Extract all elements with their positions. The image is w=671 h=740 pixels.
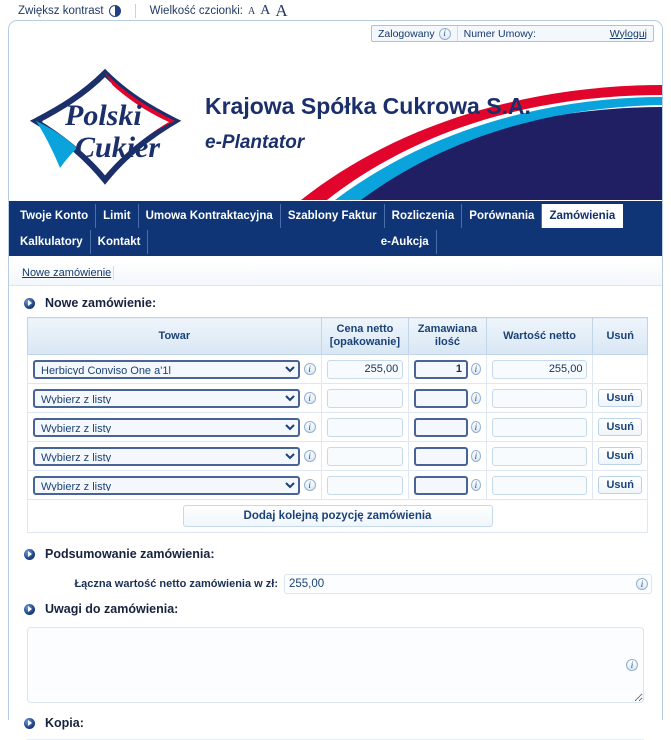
info-icon[interactable]: i [626,659,638,671]
cell-cena [321,413,409,442]
line-total-input[interactable] [492,476,588,495]
table-row [28,384,648,413]
cell-usun [593,442,648,471]
header-cena-line1: Cena netto [336,323,394,335]
info-icon[interactable]: i [471,392,481,404]
nav-tab-e-aukcja[interactable]: e-Aukcja [374,230,437,254]
login-status-label: Zalogowany [378,27,435,40]
table-header-row [28,318,648,355]
masthead [9,45,662,200]
nav-tab-kontakt[interactable]: Kontakt [91,230,149,254]
delete-row-button[interactable]: Usuń [598,418,642,436]
cell-usun [593,413,648,442]
product-select[interactable] [33,418,300,437]
unit-price-input[interactable] [327,389,404,408]
breadcrumb-nowe-zamowienie[interactable]: Nowe zamówienie [22,267,112,279]
header-ilosc-line1: Zamawiana [417,323,478,335]
section-header-copy [9,708,662,737]
cell-towar [28,471,322,500]
cell-ilosc [409,355,486,384]
info-icon[interactable]: i [304,363,316,375]
section-title-copy: Kopia: [45,716,84,730]
bullet-arrow-icon [24,604,35,615]
cell-towar [28,442,322,471]
nav-tab-zam-wienia[interactable]: Zamówienia [542,204,623,228]
delete-row-button[interactable]: Usuń [598,447,642,465]
quantity-input[interactable] [414,447,468,466]
cell-cena [321,384,409,413]
font-size-large-button[interactable]: A [275,1,288,20]
font-size-small-button[interactable]: A [247,5,256,17]
contrast-icon [109,5,121,17]
font-size-control [150,1,302,21]
summary-total-input[interactable] [284,574,652,594]
logout-cell [604,26,653,41]
table-row [28,442,648,471]
logo-text-cukier: Cukier [75,131,161,164]
quantity-input[interactable] [414,360,468,379]
section-title-notes: Uwagi do zamówienia: [45,602,179,616]
header-cena [321,318,409,355]
unit-price-input[interactable] [327,476,404,495]
summary-total-label: Łączna wartość netto zamówienia w zł: [74,578,278,590]
bullet-arrow-icon [24,298,35,309]
header-usun: Usuń [593,318,648,355]
cell-towar [28,355,322,384]
section-header-order [9,286,662,317]
bullet-arrow-icon [24,718,35,729]
breadcrumb-bar [9,262,662,286]
font-size-medium-button[interactable]: A [260,3,271,18]
toolbar-divider [135,4,136,18]
header-ilosc [409,318,486,355]
unit-price-input[interactable] [327,418,404,437]
contract-number-label: Numer Umowy: [463,27,536,40]
section-header-summary [9,533,662,568]
contrast-label: Zwiększ kontrast [18,5,104,17]
section-title-summary: Podsumowanie zamówienia: [45,547,215,561]
nav-tab-kalkulatory[interactable]: Kalkulatory [13,230,91,254]
info-icon[interactable]: i [471,479,481,491]
unit-price-input[interactable] [327,447,404,466]
page-content [9,286,662,740]
app-subtitle: e-Plantator [205,132,305,153]
nav-row-filler [148,230,373,256]
header-ilosc-line2: ilość [434,336,460,348]
order-items-table [27,317,648,533]
cell-usun [593,384,648,413]
increase-contrast-button[interactable] [18,5,135,17]
login-status [372,26,457,41]
nav-tab-rozliczenia[interactable]: Rozliczenia [385,204,463,228]
cell-cena [321,471,409,500]
product-select[interactable] [33,389,300,408]
info-icon[interactable]: i [471,363,481,375]
logout-link[interactable]: Wyloguj [609,27,647,40]
line-total-input[interactable] [492,389,588,408]
nav-tab-umowa-kontraktacyjna[interactable]: Umowa Kontraktacyjna [139,204,281,228]
add-row-cell [28,500,648,533]
order-notes-textarea[interactable] [27,627,644,703]
quantity-input[interactable] [414,418,468,437]
info-icon[interactable]: i [471,450,481,462]
cell-usun [593,471,648,500]
info-icon[interactable]: i [439,28,451,40]
nav-tab-row [13,204,662,256]
contract-number [458,26,604,41]
unit-price-input[interactable] [327,360,404,379]
line-total-input[interactable] [492,360,588,379]
table-row [28,471,648,500]
product-select[interactable] [33,447,300,466]
header-towar: Towar [28,318,322,355]
cell-towar [28,384,322,413]
session-bar [371,25,654,42]
cell-ilosc [409,384,486,413]
cell-usun [593,355,648,384]
accessibility-toolbar [0,0,671,22]
breadcrumb-divider [113,266,114,280]
info-icon[interactable]: i [636,578,648,590]
cell-ilosc [409,442,486,471]
section-title-order: Nowe zamówienie: [45,296,157,310]
section-header-notes [9,598,662,623]
company-title: Krajowa Spółka Cukrowa S.A. [205,93,531,119]
summary-total-row [9,568,662,598]
info-icon[interactable]: i [304,450,316,462]
cell-towar [28,413,322,442]
info-icon[interactable]: i [304,392,316,404]
line-total-input[interactable] [492,447,588,466]
app-shell [8,20,663,730]
main-navigation [9,201,662,256]
table-row [28,413,648,442]
font-size-label: Wielkość czcionki: [149,5,243,17]
order-items-body [28,355,648,500]
summary-total-field-wrap [284,574,652,594]
info-icon[interactable]: i [304,479,316,491]
cell-cena [321,442,409,471]
table-footer-row [28,500,648,533]
line-total-input[interactable] [492,418,588,437]
bullet-arrow-icon [24,549,35,560]
add-order-item-button[interactable]: Dodaj kolejną pozycję zamówienia [183,505,493,527]
cell-wartosc [486,413,593,442]
info-icon[interactable]: i [471,421,481,433]
cell-ilosc [409,471,486,500]
table-row [28,355,648,384]
cell-wartosc [486,471,593,500]
info-icon[interactable]: i [304,421,316,433]
polski-cukier-logo [31,69,181,184]
header-cena-line2: [opakowanie] [329,336,401,348]
order-notes-wrap [27,627,644,708]
nav-tab-limit[interactable]: Limit [96,204,138,228]
quantity-input[interactable] [414,476,468,495]
nav-row-filler [437,230,662,256]
cell-ilosc [409,413,486,442]
nav-tab-szablony-faktur[interactable]: Szablony Faktur [281,204,385,228]
cell-wartosc [486,384,593,413]
product-select[interactable] [33,476,300,495]
delete-row-button[interactable]: Usuń [598,476,642,494]
brand-titles [205,93,531,154]
nav-tab-por-wnania[interactable]: Porównania [462,204,542,228]
product-select[interactable] [33,360,300,379]
cell-wartosc [486,442,593,471]
cell-cena [321,355,409,384]
delete-row-button[interactable]: Usuń [598,389,642,407]
cell-wartosc [486,355,593,384]
header-wartosc: Wartość netto [486,318,593,355]
logo-text-polski: Polski [65,99,142,132]
quantity-input[interactable] [414,389,468,408]
nav-tab-twoje-konto[interactable]: Twoje Konto [13,204,96,228]
